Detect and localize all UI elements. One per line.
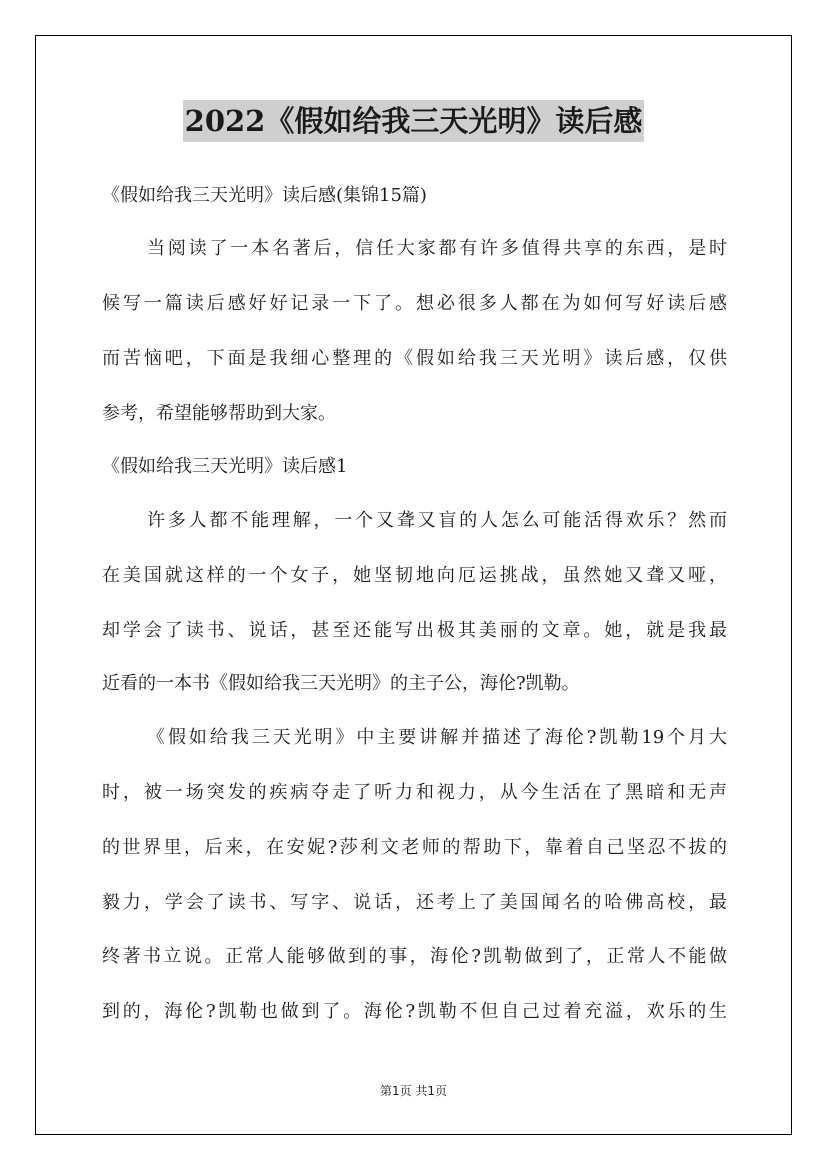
p2-line-5: 终著书立说。正常人能够做到的事，海伦?凯勒做到了，正常人不能做 xyxy=(102,946,727,967)
p2-line-1: 《假如给我三天光明》中主要讲解并描述了海伦?凯勒19个月大 xyxy=(147,727,727,748)
p2-line-4: 毅力，学会了读书、写字、说话，还考上了美国闻名的哈佛高校，最 xyxy=(102,892,727,913)
title-container xyxy=(0,100,827,142)
section-heading: 《假如给我三天光明》读后感1 xyxy=(102,456,348,477)
p1-line-4: 近看的一本书《假如给我三天光明》的主子公，海伦?凯勒。 xyxy=(102,673,580,694)
p1-line-2: 在美国就这样的一个女子，她坚韧地向厄运挑战，虽然她又聋又哑， xyxy=(102,565,727,586)
intro-line-3: 而苦恼吧，下面是我细心整理的《假如给我三天光明》读后感，仅供 xyxy=(102,348,727,369)
intro-line-4: 参考，希望能够帮助到大家。 xyxy=(102,403,336,424)
p1-line-1: 许多人都不能理解，一个又聋又盲的人怎么可能活得欢乐？然而 xyxy=(147,510,727,531)
intro-line-1: 当阅读了一本名著后，信任大家都有许多值得共享的东西，是时 xyxy=(147,238,727,259)
p1-line-3: 却学会了读书、说话，甚至还能写出极其美丽的文章。她，就是我最 xyxy=(102,620,727,641)
page-number-footer: 第1页 共1页 xyxy=(379,1084,448,1098)
intro-line-2: 候写一篇读后感好好记录一下了。想必很多人都在为如何写好读后感 xyxy=(102,293,727,314)
p2-line-6: 到的，海伦?凯勒也做到了。海伦?凯勒不但自己过着充溢，欢乐的生 xyxy=(102,1001,727,1022)
p2-line-3: 的世界里，后来，在安妮?莎利文老师的帮助下，靠着自己坚忍不拔的 xyxy=(102,837,727,858)
document-title: 2022《假如给我三天光明》读后感 xyxy=(183,100,645,142)
subtitle: 《假如给我三天光明》读后感(集锦15篇) xyxy=(102,185,427,206)
p2-line-2: 时，被一场突发的疾病夺走了听力和视力，从今生活在了黑暗和无声 xyxy=(102,782,727,803)
